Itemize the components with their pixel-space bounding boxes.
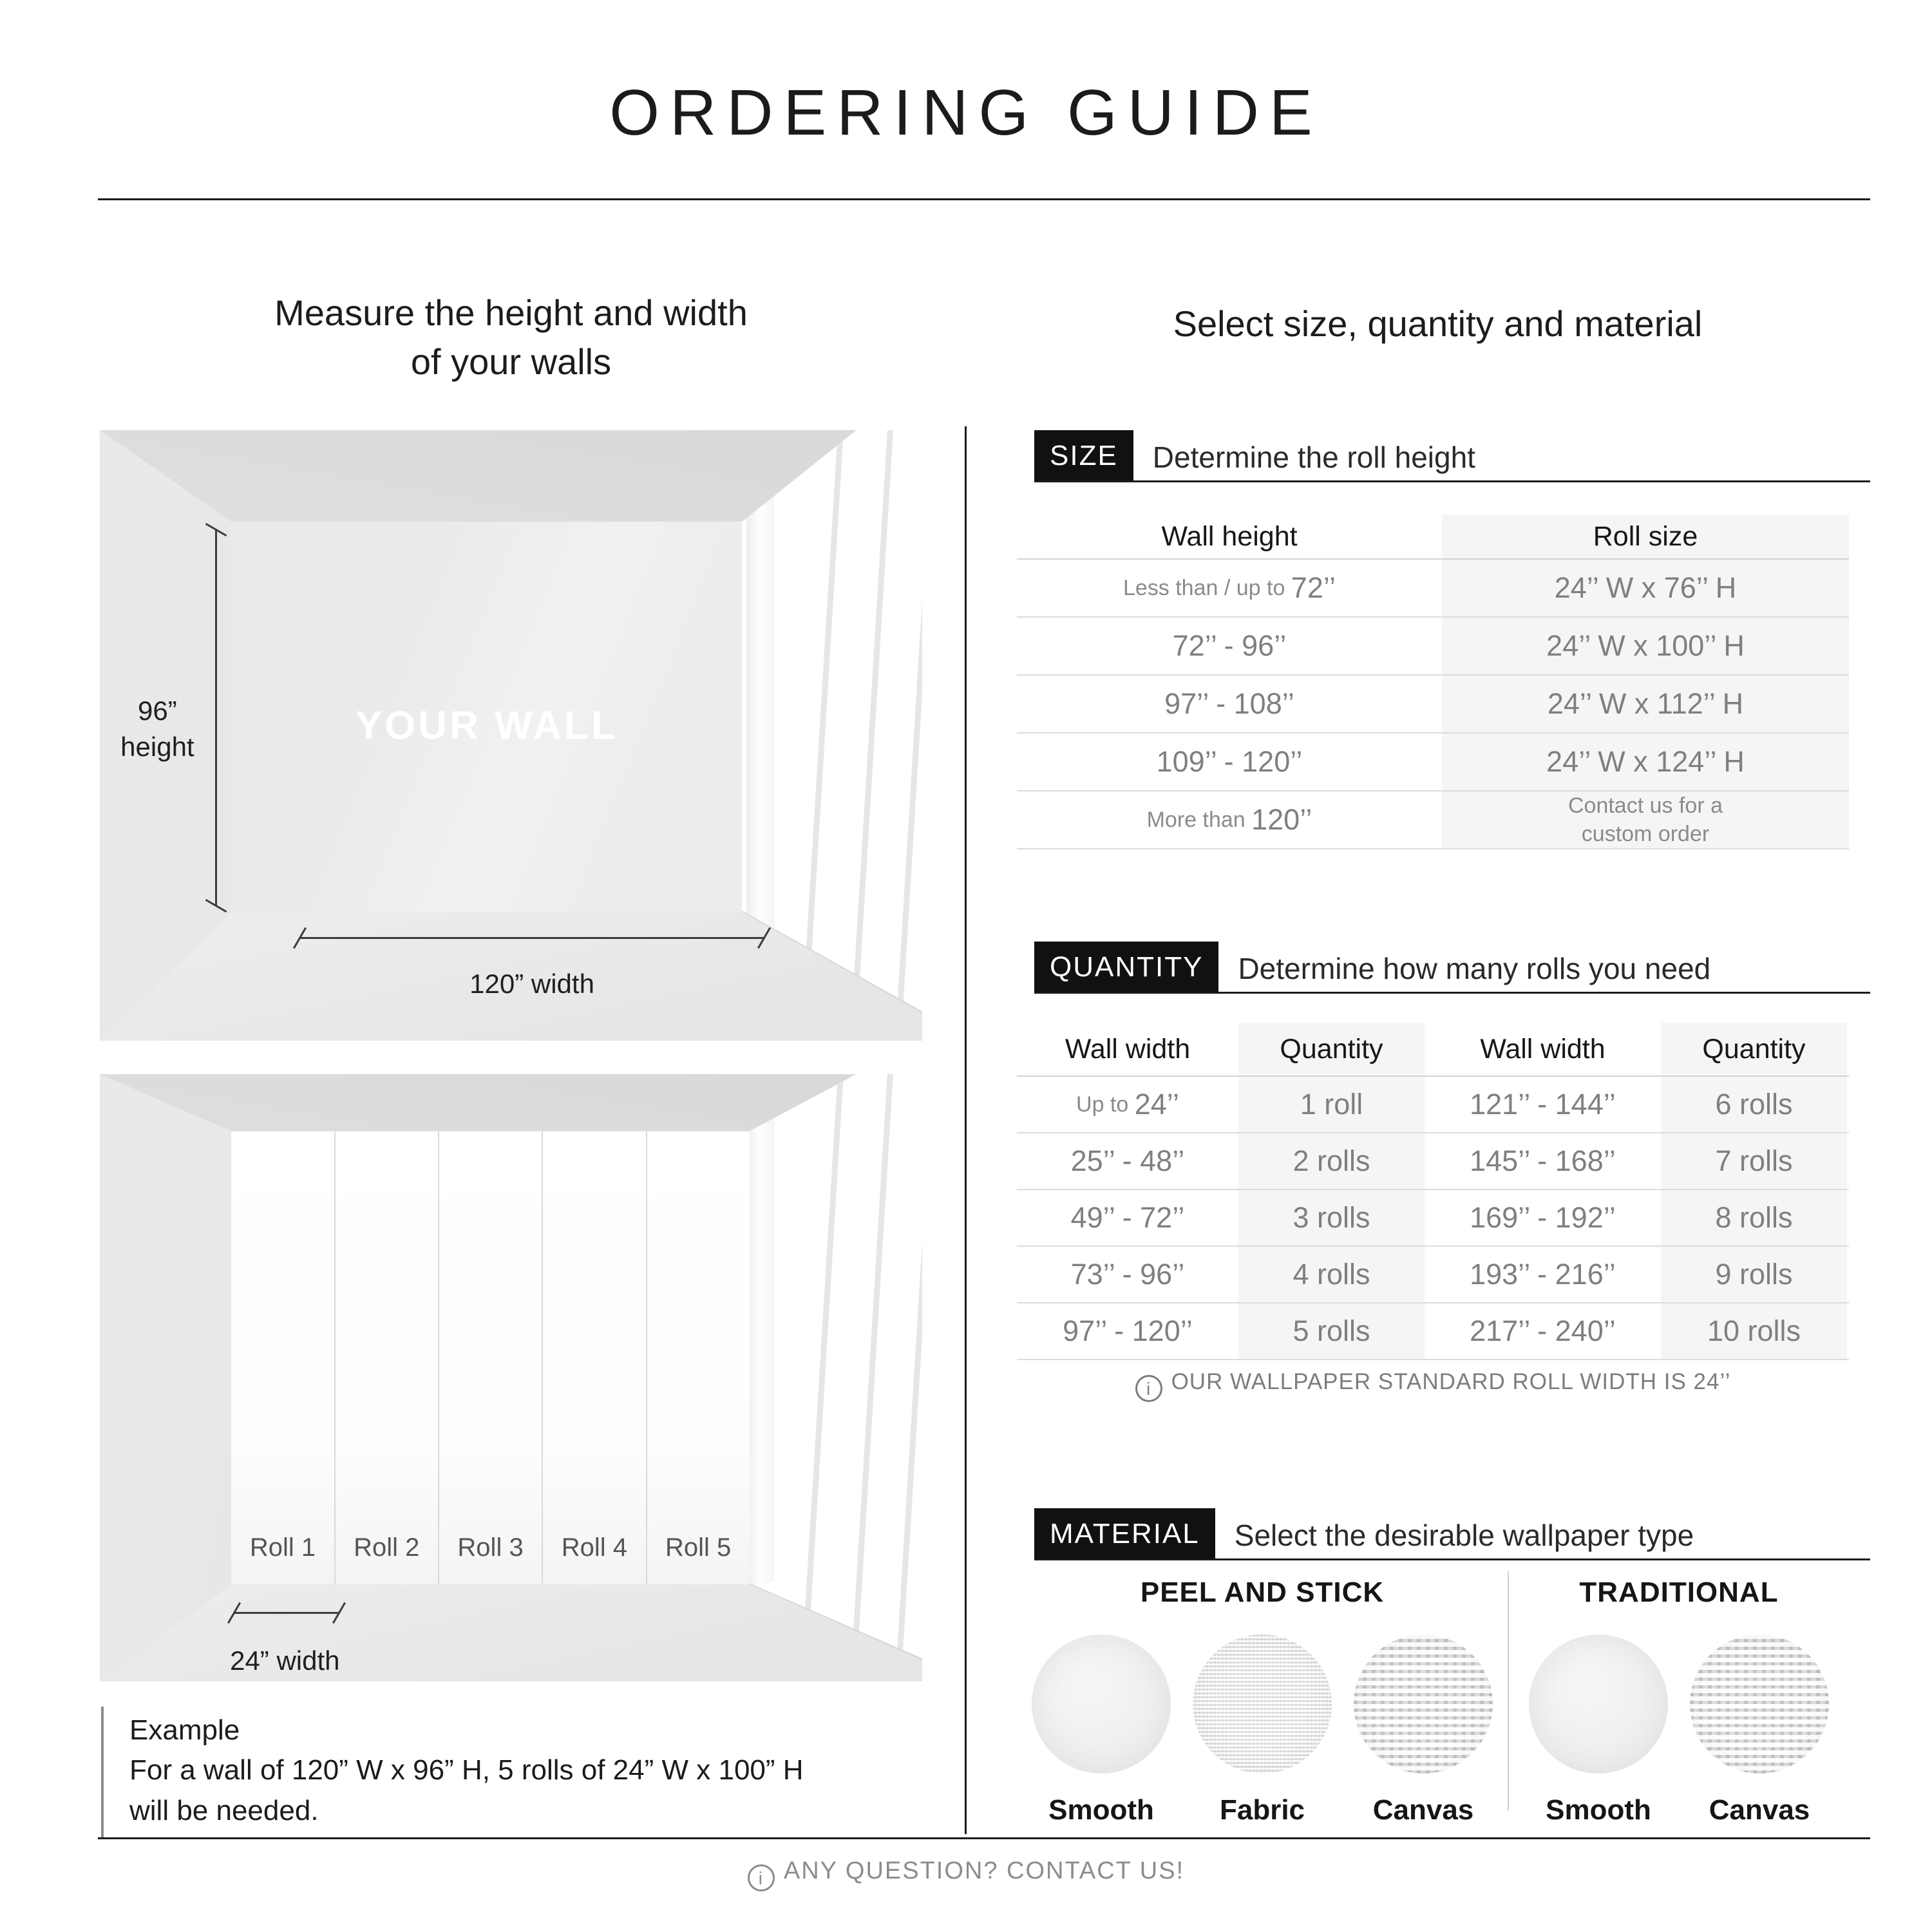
material-group-peel-and-stick <box>1017 1560 1508 1826</box>
col-header-roll-size: Roll size <box>1593 520 1698 552</box>
quantity-value: 8 rolls <box>1715 1201 1793 1234</box>
quantity-value: 6 rolls <box>1715 1088 1793 1121</box>
roll-panel <box>438 1132 542 1584</box>
size-table-row <box>1017 791 1849 849</box>
roll-width-dimension-label: 24” width <box>230 1645 340 1676</box>
quantity-value: 9 rolls <box>1715 1258 1793 1291</box>
wall-height-value: 120’’ <box>1251 803 1312 836</box>
texture-smooth <box>1529 1634 1668 1774</box>
swatch-label: Canvas <box>1709 1794 1810 1826</box>
texture-canvas <box>1690 1634 1829 1774</box>
size-table-row <box>1017 676 1849 734</box>
swatch-canvas <box>1690 1634 1829 1826</box>
measure-heading-line2: of your walls <box>410 341 612 382</box>
size-section-header <box>1034 430 1870 482</box>
wall-width-value: 97’’ - 120’’ <box>1063 1314 1193 1347</box>
material-subtitle: Select the desirable wallpaper type <box>1234 1519 1694 1552</box>
swatch-label: Smooth <box>1546 1794 1651 1826</box>
roll-label: Roll 1 <box>249 1533 316 1562</box>
wall-width-value: 193’’ - 216’’ <box>1470 1258 1616 1291</box>
roll-panel <box>542 1132 645 1584</box>
col-header-wall-height: Wall height <box>1161 520 1298 552</box>
size-table-row <box>1017 560 1849 618</box>
size-table-header-row <box>1017 515 1849 560</box>
width-dimension-line <box>299 937 764 939</box>
example-line1: For a wall of 120” W x 96” H, 5 rolls of 24” W x 100” H <box>129 1754 804 1786</box>
footer-note-text: ANY QUESTION? CONTACT US! <box>783 1857 1185 1884</box>
quantity-value: 5 rolls <box>1293 1314 1370 1347</box>
quantity-section-header <box>1034 942 1870 994</box>
wall-width-value: 25’’ - 48’’ <box>1070 1144 1185 1177</box>
wall-width-prefix: Up to <box>1076 1092 1135 1117</box>
select-heading: Select size, quantity and material <box>1173 303 1703 344</box>
material-badge: MATERIAL <box>1034 1508 1215 1558</box>
wall-width-value: 73’’ - 96’’ <box>1070 1258 1185 1291</box>
texture-smooth <box>1032 1634 1171 1774</box>
info-icon: i <box>748 1864 775 1891</box>
swatch-smooth <box>1529 1634 1668 1826</box>
quantity-value: 7 rolls <box>1715 1144 1793 1177</box>
roll-size-value: 24’’ W x 124’’ H <box>1546 745 1745 778</box>
col-header-quantity-2: Quantity <box>1702 1033 1806 1065</box>
quantity-value: 10 rolls <box>1707 1314 1801 1347</box>
texture-canvas <box>1354 1634 1493 1774</box>
col-header-quantity-1: Quantity <box>1280 1033 1383 1065</box>
column-divider <box>965 426 967 1834</box>
roll-panel <box>646 1132 750 1584</box>
height-dimension-line <box>215 529 217 907</box>
quantity-subtitle: Determine how many rolls you need <box>1238 952 1711 985</box>
wall-height-prefix: Less than / up to <box>1122 575 1291 600</box>
roll-panel <box>231 1132 334 1584</box>
col-header-wall-width-1: Wall width <box>1065 1033 1191 1065</box>
wall-width-value: 145’’ - 168’’ <box>1470 1144 1616 1177</box>
quantity-table-row <box>1017 1247 1849 1303</box>
size-table-row <box>1017 734 1849 791</box>
roll-label: Roll 4 <box>561 1533 627 1562</box>
roll-size-value: 24’’ W x 100’’ H <box>1546 629 1745 662</box>
material-group-title: TRADITIONAL <box>1579 1577 1779 1608</box>
swatch-label: Fabric <box>1219 1794 1305 1826</box>
quantity-value: 4 rolls <box>1293 1258 1370 1291</box>
wall-width-value: 49’’ - 72’’ <box>1070 1201 1185 1234</box>
size-table <box>1017 515 1849 849</box>
quantity-table-row <box>1017 1077 1849 1133</box>
swatch-label: Canvas <box>1372 1794 1474 1826</box>
material-group-title: PEEL AND STICK <box>1140 1577 1385 1608</box>
custom-order-line1: Contact us for a <box>1567 793 1723 818</box>
custom-order-line2: custom order <box>1581 822 1710 846</box>
quantity-table-row <box>1017 1303 1849 1360</box>
window-glass <box>774 1074 922 1681</box>
quantity-table-row <box>1017 1190 1849 1247</box>
roll-width-note-text: OUR WALLPAPER STANDARD ROLL WIDTH IS 24’’ <box>1171 1369 1731 1394</box>
example-block <box>101 1707 913 1837</box>
size-badge: SIZE <box>1034 430 1133 480</box>
measure-heading-line1: Measure the height and width <box>274 292 748 333</box>
swatch-label: Smooth <box>1048 1794 1154 1826</box>
quantity-value: 3 rolls <box>1293 1201 1370 1234</box>
roll-size-value: 24’’ W x 112’’ H <box>1547 687 1744 720</box>
page-title: ORDERING GUIDE <box>609 77 1323 149</box>
wall-width-value: 169’’ - 192’’ <box>1470 1201 1616 1234</box>
wall-height-value: 72’’ - 96’’ <box>1172 629 1287 662</box>
room-illustration-rolls <box>100 1074 922 1681</box>
quantity-table-header-row <box>1017 1023 1849 1077</box>
roll-label: Roll 3 <box>457 1533 524 1562</box>
quantity-table-row <box>1017 1133 1849 1190</box>
roll-panel <box>334 1132 438 1584</box>
quantity-badge: QUANTITY <box>1034 942 1218 992</box>
room-illustration-your-wall <box>100 430 922 1041</box>
wall-width-value: 217’’ - 240’’ <box>1470 1314 1616 1347</box>
height-value: 96” <box>138 695 177 726</box>
roll-label: Roll 5 <box>665 1533 732 1562</box>
wall-height-value: 97’’ - 108’’ <box>1164 687 1294 720</box>
back-wall-rolls <box>231 1132 750 1584</box>
material-group-traditional <box>1509 1560 1849 1826</box>
swatch-row <box>1529 1634 1829 1826</box>
window-pillar <box>746 475 776 947</box>
size-table-row <box>1017 618 1849 676</box>
footer-note <box>0 1857 1932 1891</box>
swatch-fabric <box>1193 1634 1332 1826</box>
material-groups <box>1017 1560 1849 1826</box>
back-wall <box>231 522 742 912</box>
footer-divider <box>98 1837 1870 1839</box>
texture-fabric <box>1193 1634 1332 1774</box>
roll-label: Roll 2 <box>354 1533 420 1562</box>
quantity-table <box>1017 1023 1849 1360</box>
size-subtitle: Determine the roll height <box>1152 440 1475 474</box>
wall-height-value: 109’’ - 120’’ <box>1156 745 1303 778</box>
height-dimension-label <box>108 693 207 766</box>
swatch-canvas <box>1354 1634 1493 1826</box>
example-title: Example <box>129 1714 240 1746</box>
roll-width-dimension-line <box>234 1612 339 1614</box>
swatch-smooth <box>1032 1634 1171 1826</box>
roll-width-note <box>1017 1369 1849 1402</box>
info-icon: i <box>1135 1375 1162 1402</box>
quantity-value: 2 rolls <box>1293 1144 1370 1177</box>
measure-heading <box>100 289 922 386</box>
title-divider <box>98 198 1870 200</box>
your-wall-label: YOUR WALL <box>355 703 618 748</box>
wall-width-value: 24’’ <box>1134 1088 1179 1121</box>
swatch-row <box>1032 1634 1493 1826</box>
height-word: height <box>120 732 194 762</box>
example-line2: will be needed. <box>129 1794 319 1826</box>
wall-width-value: 121’’ - 144’’ <box>1470 1088 1616 1121</box>
col-header-wall-width-2: Wall width <box>1480 1033 1605 1065</box>
quantity-value: 1 roll <box>1300 1088 1363 1121</box>
wall-height-prefix: More than <box>1146 807 1252 832</box>
roll-size-value: 24’’ W x 76’’ H <box>1554 571 1737 604</box>
material-section-header <box>1034 1508 1870 1560</box>
window-pillar <box>746 1119 776 1588</box>
wall-height-value: 72’’ <box>1291 571 1336 604</box>
width-dimension-label: 120” width <box>469 969 594 999</box>
